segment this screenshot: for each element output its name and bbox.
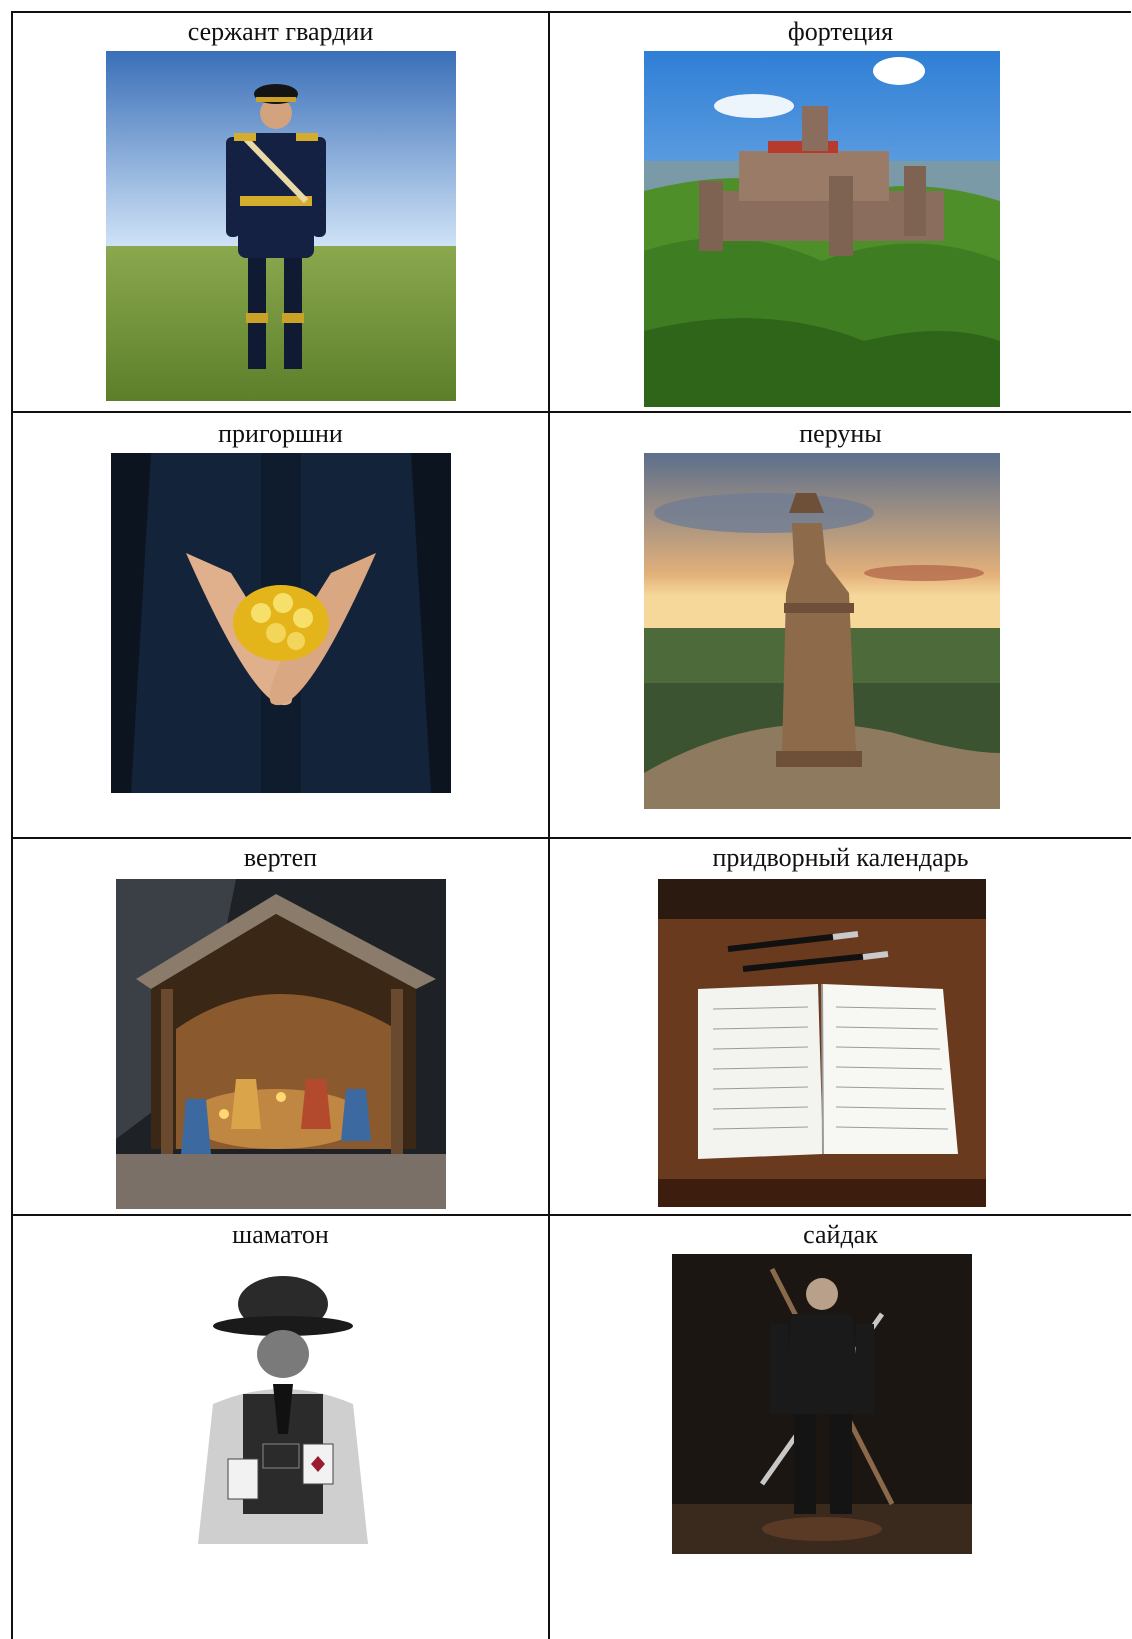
cell-caption: фортеция — [787, 17, 894, 46]
cell-caption: сержант гвардии — [187, 17, 374, 46]
castle-image — [644, 51, 1000, 407]
cell-caption: придворный календарь — [712, 843, 969, 872]
ledger-image — [658, 879, 986, 1207]
table-cell — [13, 13, 548, 411]
table-cell — [550, 13, 1131, 411]
cell-caption: перуны — [799, 419, 882, 448]
table-cell — [550, 1216, 1131, 1639]
table-cell — [550, 839, 1131, 1214]
warrior-figurine-image — [672, 1254, 972, 1554]
table-cell — [13, 1216, 548, 1639]
cell-caption: вертеп — [243, 843, 318, 872]
table-cell — [13, 413, 548, 837]
vocabulary-image-table — [11, 11, 1131, 1639]
guard-sergeant-image — [106, 51, 456, 401]
hands-with-coins-image — [111, 453, 451, 793]
cell-caption: сайдак — [803, 1220, 878, 1249]
table-cell — [550, 413, 1131, 837]
card-player-image — [173, 1264, 393, 1564]
cell-caption: пригоршни — [218, 419, 343, 448]
nativity-scene-image — [116, 879, 446, 1209]
cell-caption: шаматон — [232, 1220, 329, 1249]
table-cell — [13, 839, 548, 1214]
wooden-idol-image — [644, 453, 1000, 809]
